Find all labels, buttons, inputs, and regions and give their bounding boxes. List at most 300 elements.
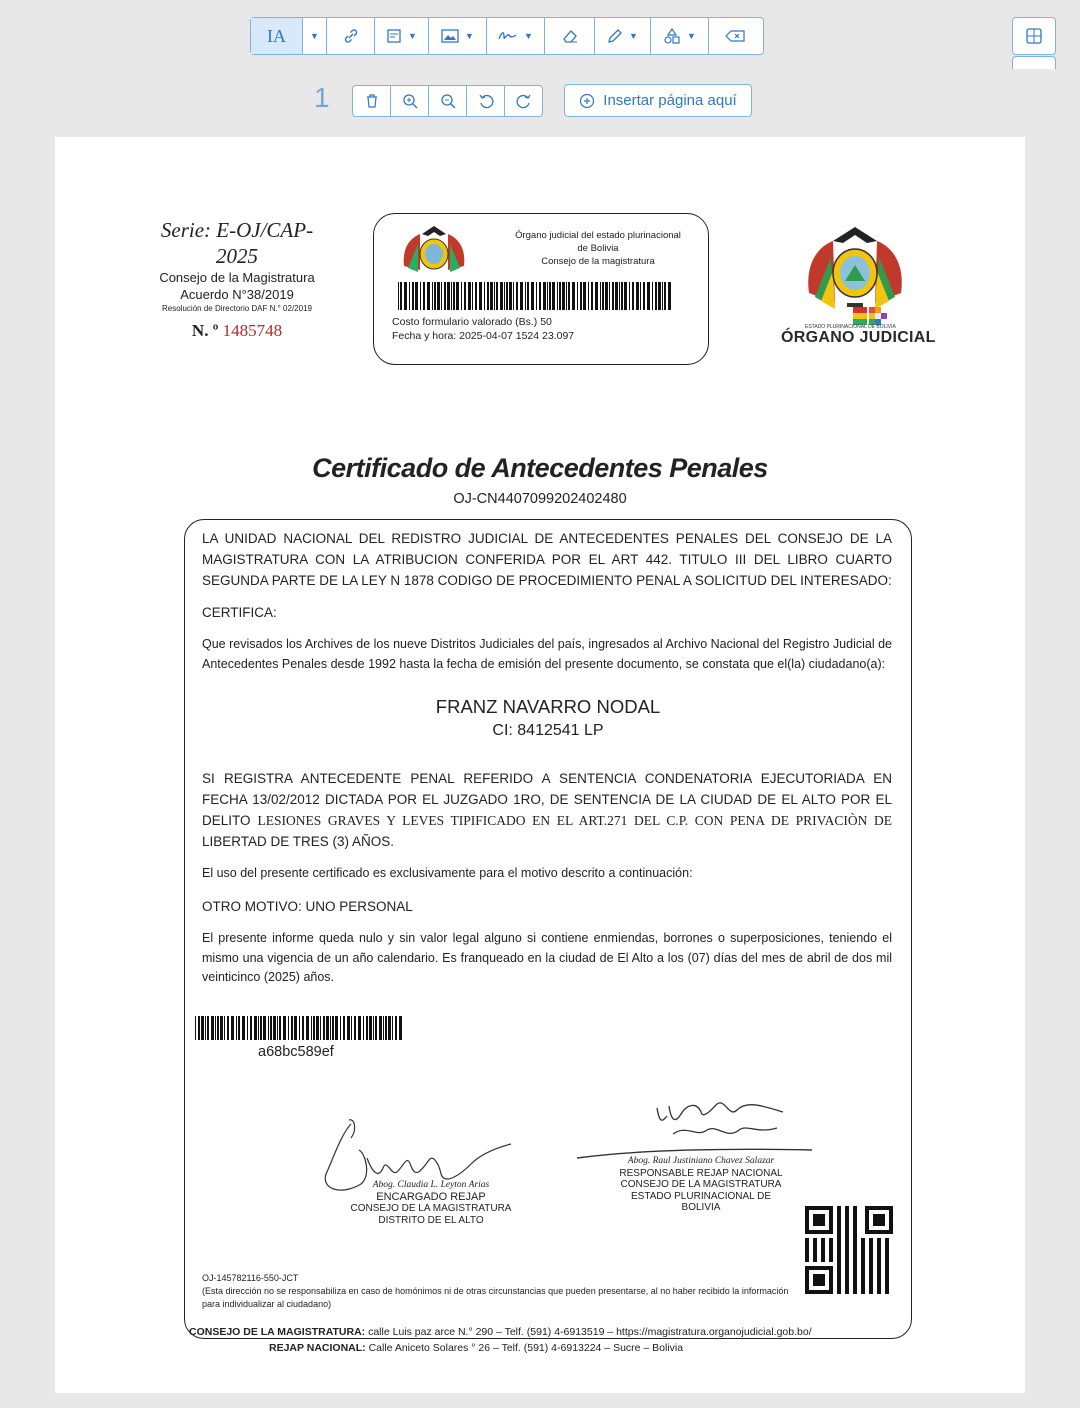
barcode-bar <box>557 282 558 310</box>
barcode-bar <box>605 282 608 310</box>
qr-module <box>853 1262 857 1266</box>
qr-module <box>853 1222 857 1226</box>
chevron-down-icon: ▼ <box>687 31 696 41</box>
barcode-bar <box>427 282 430 310</box>
stamp-org-line1: Órgano judicial del estado plurinacional <box>515 230 681 241</box>
barcode-bar <box>385 1016 387 1040</box>
barcode-bar <box>347 1016 350 1040</box>
text-tool-dropdown[interactable] <box>303 18 327 54</box>
qr-module <box>885 1254 889 1258</box>
qr-module <box>853 1226 857 1230</box>
stamp-box <box>373 213 709 365</box>
qr-module <box>845 1222 849 1226</box>
right-sig-name: Abog. Raul Justiniano Chavez Salazar <box>627 1156 775 1166</box>
qr-module <box>845 1206 849 1210</box>
barcode-bar <box>444 282 446 310</box>
barcode-bar <box>395 1016 397 1040</box>
insert-page-label: Insertar página aquí <box>603 92 737 109</box>
qr-module <box>861 1250 865 1254</box>
annotation-toolbar <box>250 17 764 55</box>
barcode-bar <box>270 1016 272 1040</box>
qr-module <box>885 1262 889 1266</box>
certificate-body <box>184 519 912 1339</box>
barcode-bar <box>330 1016 331 1040</box>
barcode-bar <box>577 282 578 310</box>
barcode-bar <box>242 1016 245 1040</box>
serial-value: 1485748 <box>222 321 283 340</box>
barcode-bar <box>404 282 407 310</box>
barcode-bar <box>496 282 498 310</box>
chevron-down-icon: ▼ <box>310 31 319 41</box>
qr-module <box>837 1222 841 1226</box>
secondary-toolbar-stub <box>1012 56 1056 69</box>
shapes-icon <box>663 28 681 44</box>
qr-module <box>813 1250 817 1254</box>
barcode-bar <box>451 282 452 310</box>
qr-module <box>877 1262 881 1266</box>
barcode-bar <box>475 282 477 310</box>
qr-module <box>837 1242 841 1246</box>
barcode-bar <box>291 1016 293 1040</box>
stamp-cost <box>392 315 574 343</box>
barcode-bar <box>366 1016 368 1040</box>
barcode-bar <box>484 282 485 310</box>
barcode-bottom <box>195 1016 407 1040</box>
footer-line2-text: Calle Aniceto Solares ° 26 – Telf. (591) 4-6913224 – Sucre – Bolivia <box>365 1342 684 1354</box>
registro-text-c: LIBERTAD DE TRES (3) AÑOS. <box>202 834 395 849</box>
qr-module <box>813 1254 817 1258</box>
qr-module <box>837 1254 841 1258</box>
qr-module <box>829 1250 833 1254</box>
organo-judicial-logo-icon <box>803 221 907 331</box>
barcode-bar <box>629 282 630 310</box>
eraser-icon <box>561 28 579 44</box>
barcode-bar <box>306 1016 309 1040</box>
barcode-bar <box>340 1016 341 1040</box>
stamp-cost-line: Costo formulario valorado (Bs.) 50 <box>392 316 552 328</box>
right-signature-icon <box>577 1094 817 1164</box>
left-signature-block <box>333 1180 529 1226</box>
barcode-bar <box>392 1016 393 1040</box>
barcode-bar <box>299 1016 300 1040</box>
barcode-bar <box>227 1016 229 1040</box>
qr-module <box>885 1250 889 1254</box>
qr-module <box>845 1254 849 1258</box>
barcode-bar <box>509 282 512 310</box>
shapes-tool-button[interactable] <box>651 18 709 54</box>
qr-module <box>837 1214 841 1218</box>
chevron-down-icon: ▼ <box>408 31 417 41</box>
footnote-block <box>202 1272 892 1311</box>
barcode-bar <box>423 282 425 310</box>
barcode-bar <box>215 1016 216 1040</box>
footer-line1 <box>189 1326 812 1338</box>
barcode-bar <box>201 1016 204 1040</box>
page-number: 1 <box>314 82 330 113</box>
qr-module <box>829 1246 833 1250</box>
barcode-bar <box>279 1016 281 1040</box>
grid-view-button[interactable] <box>1012 17 1056 55</box>
barcode-bar <box>636 282 639 310</box>
registro-paragraph <box>202 768 892 852</box>
barcode-bar <box>640 282 641 310</box>
barcode-bar <box>294 1016 297 1040</box>
barcode-bar <box>500 282 503 310</box>
barcode-bar <box>520 282 523 310</box>
barcode-bar <box>263 1016 266 1040</box>
qr-module <box>845 1226 849 1230</box>
highlighter-tool-button[interactable] <box>595 18 651 54</box>
barcode-bar <box>432 282 433 310</box>
zoom-in-icon <box>402 93 418 109</box>
qr-module <box>837 1246 841 1250</box>
qr-module <box>861 1238 865 1242</box>
barcode-bar <box>358 1016 361 1040</box>
barcode-bar <box>652 282 653 310</box>
barcode-bar <box>335 1016 338 1040</box>
qr-module <box>837 1238 841 1242</box>
qr-module <box>837 1262 841 1266</box>
backspace-icon <box>725 30 745 42</box>
qr-module <box>853 1210 857 1214</box>
barcode-bar <box>316 1016 319 1040</box>
qr-module <box>845 1246 849 1250</box>
barcode-bar <box>412 282 414 310</box>
barcode-bar <box>664 282 666 310</box>
barcode-bar <box>205 1016 206 1040</box>
qr-module <box>853 1242 857 1246</box>
barcode-bar <box>207 1016 209 1040</box>
document-page <box>55 137 1025 1393</box>
qr-module <box>821 1250 825 1254</box>
serie-block <box>147 217 327 341</box>
barcode-bar <box>615 282 618 310</box>
trash-icon <box>365 93 379 109</box>
barcode-bar <box>388 1016 391 1040</box>
qr-module <box>821 1242 825 1246</box>
qr-module <box>837 1266 841 1270</box>
insert-page-button[interactable] <box>564 84 752 117</box>
barcode-bar <box>326 1016 329 1040</box>
qr-module <box>845 1242 849 1246</box>
barcode-bar <box>536 282 537 310</box>
qr-module <box>837 1234 841 1238</box>
barcode-bar <box>531 282 534 310</box>
barcode-bar <box>400 282 402 310</box>
chevron-down-icon: ▼ <box>629 31 638 41</box>
logo-name: ÓRGANO JUDICIAL <box>781 329 936 346</box>
qr-module <box>869 1258 873 1262</box>
qr-module <box>821 1254 825 1258</box>
qr-module <box>885 1238 889 1242</box>
qr-module <box>869 1262 873 1266</box>
barcode-bar <box>494 282 495 310</box>
barcode-bar <box>552 282 555 310</box>
rotate-left-button[interactable] <box>467 86 505 116</box>
serie-line2: Acuerdo N°38/2019 <box>180 287 294 302</box>
barcode-bar <box>258 1016 259 1040</box>
qr-module <box>845 1234 849 1238</box>
barcode-bar <box>283 1016 286 1040</box>
zoom-out-icon <box>440 93 456 109</box>
stamp-datetime: Fecha y hora: 2025-04-07 1524 23.097 <box>392 330 575 342</box>
link-tool-button[interactable] <box>327 18 375 54</box>
certificate-code: OJ-CN4407099202402480 <box>453 491 627 507</box>
stamp-org-line2: de Bolivia <box>577 243 619 254</box>
certifica-label: CERTIFICA: <box>202 605 277 620</box>
barcode-bar <box>547 282 548 310</box>
footnote-text: (Esta dirección no se responsabiliza en caso de homónimos ni de otras circunstancias que pueden presentarse, al no haber recibido la información para individualizar al ciudadano) <box>202 1286 789 1309</box>
qr-module <box>853 1258 857 1262</box>
qr-module <box>853 1230 857 1234</box>
chevron-down-icon: ▼ <box>465 31 474 41</box>
serial-label: N. º <box>191 321 219 340</box>
certificate-title: Certificado de Antecedentes Penales <box>312 453 768 483</box>
barcode-bar <box>658 282 661 310</box>
left-sig-org2: DISTRITO DE EL ALTO <box>378 1214 484 1226</box>
eraser-tool-button[interactable] <box>545 18 595 54</box>
barcode-bar <box>441 282 442 310</box>
qr-module <box>845 1250 849 1254</box>
serie-line3: Resolución de Directorio DAF N.° 02/2019 <box>162 304 312 313</box>
qr-module <box>813 1238 817 1242</box>
footer-line1-label: CONSEJO DE LA MAGISTRATURA: <box>189 1326 366 1338</box>
footer-line2-label: REJAP NACIONAL: <box>269 1342 366 1354</box>
qr-module <box>813 1258 817 1262</box>
qr-module <box>805 1242 809 1246</box>
barcode-bar <box>373 1016 374 1040</box>
barcode-bar <box>609 282 610 310</box>
qr-module <box>837 1218 841 1222</box>
revisados-paragraph: Que revisados los Archives de los nueve Distritos Judiciales del país, ingresados al Archivo Nacional del Registro Judicial de Antecedentes Penales desde 1992 hasta la fecha de emisión del presente documento, se constata que el(la) ciudadano(a): <box>202 637 892 671</box>
person-name: FRANZ NAVARRO NODAL <box>435 696 661 717</box>
form-field-tool-button[interactable] <box>375 18 429 54</box>
pencil-icon <box>607 28 623 44</box>
barcode-bar <box>420 282 421 310</box>
qr-module <box>829 1238 833 1242</box>
barcode-bar <box>583 282 586 310</box>
right-signature-block <box>595 1156 807 1214</box>
barcode-bar <box>472 282 473 310</box>
barcode-bar <box>621 282 623 310</box>
barcode-bar <box>461 282 462 310</box>
image-icon <box>441 29 459 43</box>
qr-module <box>853 1234 857 1238</box>
qr-module <box>837 1210 841 1214</box>
qr-module <box>869 1250 873 1254</box>
barcode-bar <box>268 1016 269 1040</box>
barcode-bar <box>231 1016 234 1040</box>
barcode-bar <box>549 282 551 310</box>
logo-small-text: ESTADO PLURINACIONAL DE BOLIVIA <box>805 324 896 330</box>
image-tool-button[interactable] <box>429 18 487 54</box>
barcode-bar <box>409 282 410 310</box>
person-ci: CI: 8412541 LP <box>492 722 604 739</box>
qr-module <box>829 1242 833 1246</box>
qr-module <box>845 1258 849 1262</box>
barcode-bar <box>236 1016 237 1040</box>
delete-annotation-button[interactable] <box>709 18 761 54</box>
barcode-bar <box>643 282 645 310</box>
barcode-bar <box>447 282 450 310</box>
grid-icon <box>1025 27 1043 45</box>
qr-module <box>885 1246 889 1250</box>
barcode-bar <box>490 282 493 310</box>
qr-module <box>845 1218 849 1222</box>
barcode-bar <box>363 1016 364 1040</box>
barcode-bar <box>399 1016 402 1040</box>
barcode-bar <box>543 282 546 310</box>
right-sig-org3: BOLIVIA <box>681 1202 721 1213</box>
qr-module <box>861 1242 865 1246</box>
qr-module <box>885 1266 889 1270</box>
qr-module <box>805 1238 809 1242</box>
barcode-bar <box>354 1016 356 1040</box>
qr-module <box>869 1254 873 1258</box>
intro-paragraph: LA UNIDAD NACIONAL DEL REDISTRO JUDICIAL DE ANTECEDENTES PENALES DEL CONSEJO DE LA MAGISTRATURA CON LA ATRIBUCION CONFERIDA POR EL ART 442. TITULO III DEL LIBRO CUARTO SEGUNDA PARTE DE LA LEY N 1878 CODIGO DE PROCEDIMIENTO PENAL A SOLICITUD DEL INTERESADO: <box>202 531 892 588</box>
registro-text-b: LESIONES GRAVES Y LEVES TIPIFICADO EN EL ART.271 DEL C.P. CON PENA DE PRIVACIÒN DE <box>257 813 892 828</box>
barcode-bar <box>568 282 570 310</box>
qr-module <box>837 1250 841 1254</box>
serie-line1: Consejo de la Magistratura <box>159 270 315 285</box>
barcode-bar <box>434 282 436 310</box>
barcode-bar <box>273 1016 276 1040</box>
barcode-bar <box>351 1016 352 1040</box>
qr-module <box>829 1254 833 1258</box>
signature-icon <box>498 29 518 43</box>
barcode-bar <box>624 282 627 310</box>
barcode-bar <box>647 282 650 310</box>
qr-module <box>853 1214 857 1218</box>
barcode-bar <box>572 282 575 310</box>
motivo-line: OTRO MOTIVO: UNO PERSONAL <box>202 899 413 914</box>
barcode-bar <box>453 282 455 310</box>
barcode-bar <box>487 282 489 310</box>
qr-module <box>837 1258 841 1262</box>
barcode-bar <box>591 282 593 310</box>
barcode-bar <box>311 1016 312 1040</box>
qr-module <box>861 1246 865 1250</box>
footer-line1-text: calle Luis paz arce N.° 290 – Telf. (591) 4-6913519 – https://magistratura.organojudicial.gob.bo/ <box>365 1326 812 1338</box>
qr-finder <box>873 1214 885 1226</box>
barcode-bar <box>224 1016 225 1040</box>
barcode-bar <box>662 282 663 310</box>
barcode-bar <box>211 1016 214 1040</box>
qr-module <box>885 1242 889 1246</box>
stamp-org <box>500 229 696 268</box>
barcode-bar <box>602 282 604 310</box>
right-sig-org1: CONSEJO DE LA MAGISTRATURA <box>620 1179 782 1190</box>
text-tool-icon: IA <box>267 25 286 46</box>
barcode-bar <box>277 1016 278 1040</box>
barcode-bar <box>198 1016 200 1040</box>
barcode-bar <box>456 282 459 310</box>
zoom-in-button[interactable] <box>391 86 429 116</box>
left-sig-role: ENCARGADO REJAP <box>376 1190 486 1203</box>
qr-module <box>877 1254 881 1258</box>
qr-module <box>853 1266 857 1270</box>
form-field-icon <box>386 28 402 44</box>
barcode-bar <box>247 1016 248 1040</box>
qr-module <box>853 1250 857 1254</box>
qr-module <box>805 1254 809 1258</box>
delete-page-button[interactable] <box>353 86 391 116</box>
barcode-bar <box>559 282 561 310</box>
rotate-right-button[interactable] <box>505 86 542 116</box>
draw-tool-button[interactable] <box>487 18 545 54</box>
barcode-bar <box>562 282 565 310</box>
qr-module <box>845 1266 849 1270</box>
barcode-bar <box>238 1016 240 1040</box>
footnote-code: OJ-145782116-550-JCT <box>202 1273 299 1283</box>
link-icon <box>342 27 360 45</box>
barcode-bar <box>580 282 582 310</box>
barcode-bar <box>527 282 529 310</box>
qr-module <box>869 1266 873 1270</box>
qr-module <box>877 1246 881 1250</box>
plus-circle-icon <box>579 93 595 109</box>
barcode-bar <box>516 282 518 310</box>
barcode-bar <box>320 1016 321 1040</box>
qr-module <box>869 1242 873 1246</box>
qr-module <box>861 1258 865 1262</box>
qr-module <box>869 1246 873 1250</box>
qr-module <box>829 1258 833 1262</box>
barcode-bar <box>600 282 601 310</box>
qr-module <box>877 1242 881 1246</box>
barcode-bar <box>668 282 671 310</box>
barcode-bar <box>655 282 657 310</box>
barcode-bar <box>379 1016 382 1040</box>
serie-title: Serie: E-OJ/CAP-2025 <box>160 218 314 268</box>
barcode-bar <box>468 282 471 310</box>
barcode-bar <box>313 1016 315 1040</box>
barcode-bar <box>464 282 466 310</box>
barcode-bar <box>217 1016 219 1040</box>
left-sig-org1: CONSEJO DE LA MAGISTRATURA <box>350 1203 512 1214</box>
qr-module <box>821 1246 825 1250</box>
qr-module <box>813 1246 817 1250</box>
barcode-bar <box>632 282 634 310</box>
zoom-out-button[interactable] <box>429 86 467 116</box>
nulo-paragraph: El presente informe queda nulo y sin valor legal alguno si contiene enmiendas, borrones o superposiciones, teniendo el mismo una vigencia de un año calendario. Es franqueado en la ciudad de El Alto a los (07) días del mes de abril de dos mil veinticinco (2025) años. <box>202 931 892 984</box>
barcode-bar <box>506 282 508 310</box>
stamp-org-line3: Consejo de la magistratura <box>541 256 655 267</box>
barcode-bar <box>513 282 514 310</box>
qr-module <box>853 1254 857 1258</box>
qr-module <box>845 1230 849 1234</box>
barcode-top <box>398 282 672 310</box>
right-sig-role: RESPONSABLE REJAP NACIONAL <box>619 1167 783 1179</box>
qr-module <box>853 1218 857 1222</box>
chevron-down-icon: ▼ <box>524 31 533 41</box>
barcode-bar <box>566 282 567 310</box>
qr-module <box>845 1238 849 1242</box>
barcode-bar <box>195 1016 196 1040</box>
qr-module <box>805 1250 809 1254</box>
qr-module <box>877 1258 881 1262</box>
text-tool-button[interactable] <box>251 18 303 54</box>
barcode-bar <box>288 1016 289 1040</box>
qr-module <box>813 1242 817 1246</box>
barcode-bar <box>254 1016 257 1040</box>
document-hash: a68bc589ef <box>258 1044 334 1060</box>
barcode-bar <box>323 1016 325 1040</box>
qr-module <box>861 1266 865 1270</box>
qr-module <box>861 1254 865 1258</box>
qr-module <box>821 1238 825 1242</box>
qr-module <box>877 1266 881 1270</box>
